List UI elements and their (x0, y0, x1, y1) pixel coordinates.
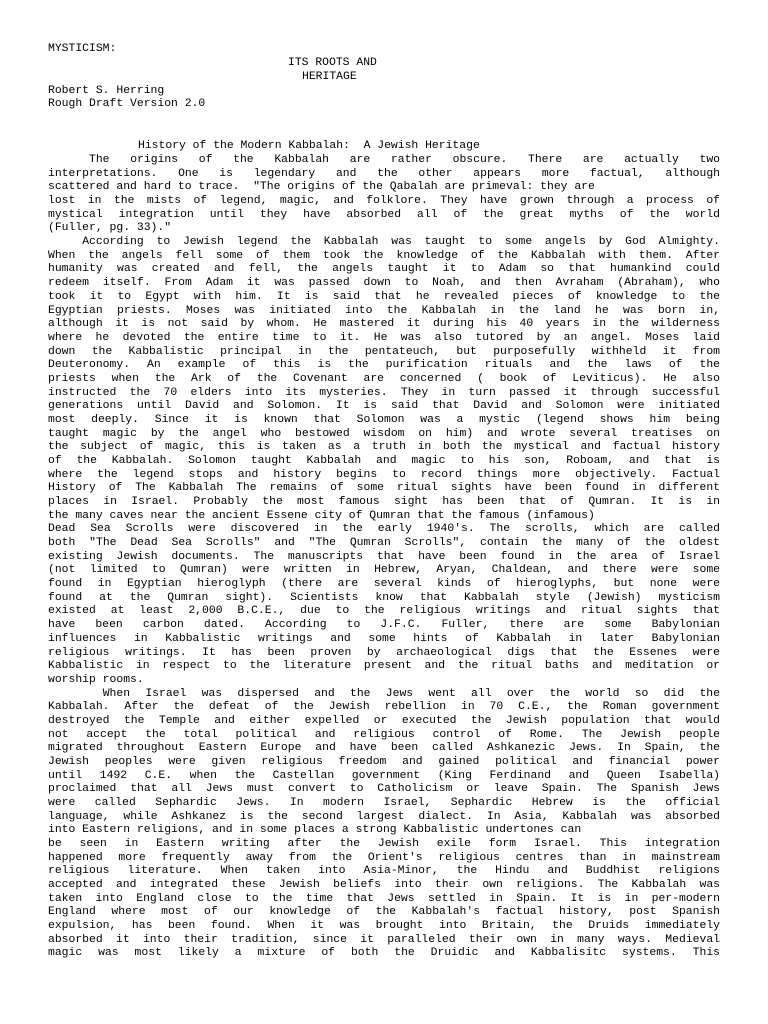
body-line: worship rooms. (48, 673, 144, 686)
body-line: When the angels fell some of them took the knowledge of the Kabbalah with them. After (48, 249, 720, 262)
body-line: existed at least 2,000 B.C.E., due to the religious writings and ritual sights that (48, 605, 720, 618)
body-line: although it is not said by whom. He mastered it during his 40 years in the wilderness (48, 318, 720, 331)
body-line: England where most of our knowledge of the Kabbalah's factual history, post Spanish (48, 906, 720, 919)
body-line: According to Jewish legend the Kabbalah was taught to some angels by God Almighty. (82, 236, 720, 249)
body-line: most deeply. Since it is known that Solomon was a mystic (legend shows him being (48, 413, 720, 426)
body-line: proclaimed that all Jews must convert to Catholicism or leave Spain. The Spanish Jews (48, 783, 720, 796)
body-line: where he devoted the entire time to it. He was also tutored by an angel. Moses laid (48, 331, 720, 344)
body-line: were called Sephardic Jews. In modern Israel, Sephardic Hebrew is the official (48, 797, 720, 809)
body-line: places in Israel. Probably the most famous sight has been that of Qumran. It is in (48, 496, 720, 508)
body-line: magic was most likely a mixture of both the Druidic and Kabbalisitc systems. This (48, 947, 720, 960)
body-line: instructed the 70 elders into its mysteries. They in turn passed it through successful (48, 386, 720, 399)
body-line: priests when the Ark of the Covenant are concerned ( book of Leviticus). He also (48, 372, 720, 385)
body-line: have been carbon dated. According to J.F.C. Fuller, there are some Babylonian (48, 619, 720, 632)
body-line: Deuteronomy. An example of this is the purification rituals and the laws of the (48, 359, 720, 372)
title-line-2: HERITAGE (302, 71, 357, 83)
doc-heading: MYSTICISM: (48, 43, 117, 55)
body-line: accepted and integrated these Jewish beliefs into their own religions. The Kabbalah was (48, 879, 720, 891)
title-line-1: ITS ROOTS AND (288, 57, 377, 69)
body-line: interpretations. One is legendary and the other appears more factual, although (48, 167, 720, 180)
body-line: took it to Egypt with him. It is said that he revealed pieces of knowledge to the (48, 290, 720, 303)
body-line: When Israel was dispersed and the Jews went all over the world so did the (102, 687, 720, 700)
body-line: mystical integration until they have absorbed all of the great myths of the world (48, 208, 720, 221)
body-line: migrated throughout Eastern Europe and have been called Ashkanezic Jews. In Spain, the (48, 742, 720, 755)
draft-version: Rough Draft Version 2.0 (48, 98, 206, 110)
body-line: (not limited to Qumran) were written in Hebrew, Aryan, Chaldean, and there were some (48, 564, 720, 577)
body-line: redeem itself. From Adam it was passed down to Noah, and then Avraham (Abraham), who (48, 277, 720, 290)
body-line: found in Egyptian hieroglyph (there are several kinds of hieroglyphs, but none were (48, 578, 720, 591)
body-line: religious writings. It has been proven by archaeological digs that the Essenes were (48, 646, 720, 659)
body-line: both "The Dead Sea Scrolls" and "The Qumran Scrolls", contain the many of the oldest (48, 537, 720, 549)
body-line: language, while Ashkanez is the second largest dialect. In Asia, Kabbalah was absorbed (48, 810, 720, 823)
body-line: found at the Qumran sight). Scientists know that Kabbalah style (Jewish) mysticism (48, 591, 720, 604)
body-line: scattered and hard to trace. "The origins of the Qabalah are primeval: they are (48, 181, 595, 194)
body-line: Egyptian priests. Moses was initiated into the Kabbalah in the land he was born in, (48, 304, 720, 317)
body-line: where the legend stops and history begins to record things more objectively. Factual (48, 468, 720, 481)
body-line: be seen in Eastern writing after the Jewish exile form Israel. This integration (48, 838, 720, 850)
section-title: History of the Modern Kabbalah: A Jewish Heritage (138, 140, 480, 152)
body-line: existing Jewish documents. The manuscripts that have been found in the area of Israel (48, 550, 720, 563)
body-line: expulsion, has been found. When it was brought into Britain, the Druids immediately (48, 920, 720, 933)
body-line: happened more frequently away from the Orient's religious centres than in mainstream (48, 851, 720, 864)
body-line: the many caves near the ancient Essene city of Qumran that the famous (infamous) (48, 509, 595, 522)
body-line: humanity was created and fell, the angels taught it to Adam so that humankind could (48, 263, 720, 276)
body-line: not accept the total political and religious control of Rome. The Jewish people (48, 728, 720, 741)
body-line: until 1492 C.E. when the Castellan government (King Ferdinand and Queen Isabella) (48, 769, 720, 782)
body-line: Dead Sea Scrolls were discovered in the early 1940's. The scrolls, which are called (48, 523, 720, 536)
body-line: Kabbalistic in respect to the literature present and the ritual baths and meditation or (48, 660, 720, 673)
body-line: (Fuller, pg. 33)." (48, 222, 172, 235)
body-line: The origins of the Kabbalah are rather obscure. There are actually two (89, 154, 720, 166)
body-line: the subject of magic, this is taken as a truth in both the mystical and factual history (48, 441, 720, 454)
body-line: into Eastern religions, and in some places a strong Kabbalistic undertones can (48, 824, 582, 837)
body-line: religious literature. When taken into Asia-Minor, the Hindu and Buddhist religions (48, 865, 720, 878)
body-line: generations until David and Solomon. It is said that David and Solomon were initiated (48, 400, 720, 413)
body-line: Kabbalah. After the defeat of the Jewish rebellion in 70 C.E., the Roman government (48, 701, 720, 714)
body-line: destroyed the Temple and either expelled or executed the Jewish population that would (48, 714, 720, 727)
body-line: lost in the mists of legend, magic, and folklore. They have grown through a process of (48, 195, 720, 207)
body-line: taught magic by the angel who bestowed wisdom on him) and wrote several treatises on (48, 427, 720, 440)
body-line: taken into England close to the time that Jews settled in Spain. It is in per-modern (48, 892, 720, 905)
body-line: Jewish peoples were given religious freedom and gained political and financial power (48, 755, 720, 768)
body-line: influences in Kabbalistic writings and some hints of Kabbalah in later Babylonian (48, 632, 720, 645)
body-line: absorbed it into their tradition, since it paralleled their own in many ways. Medieval (48, 933, 720, 946)
body-line: down the Kabbalistic principal in the pentateuch, but purposefully withheld it from (48, 345, 720, 358)
body-line: History of The Kabbalah The remains of some ritual sights have been found in different (48, 482, 720, 495)
body-line: of the Kabbalah. Solomon taught Kabbalah and magic to his son, Roboam, and that is (48, 455, 720, 467)
author-name: Robert S. Herring (48, 85, 165, 97)
